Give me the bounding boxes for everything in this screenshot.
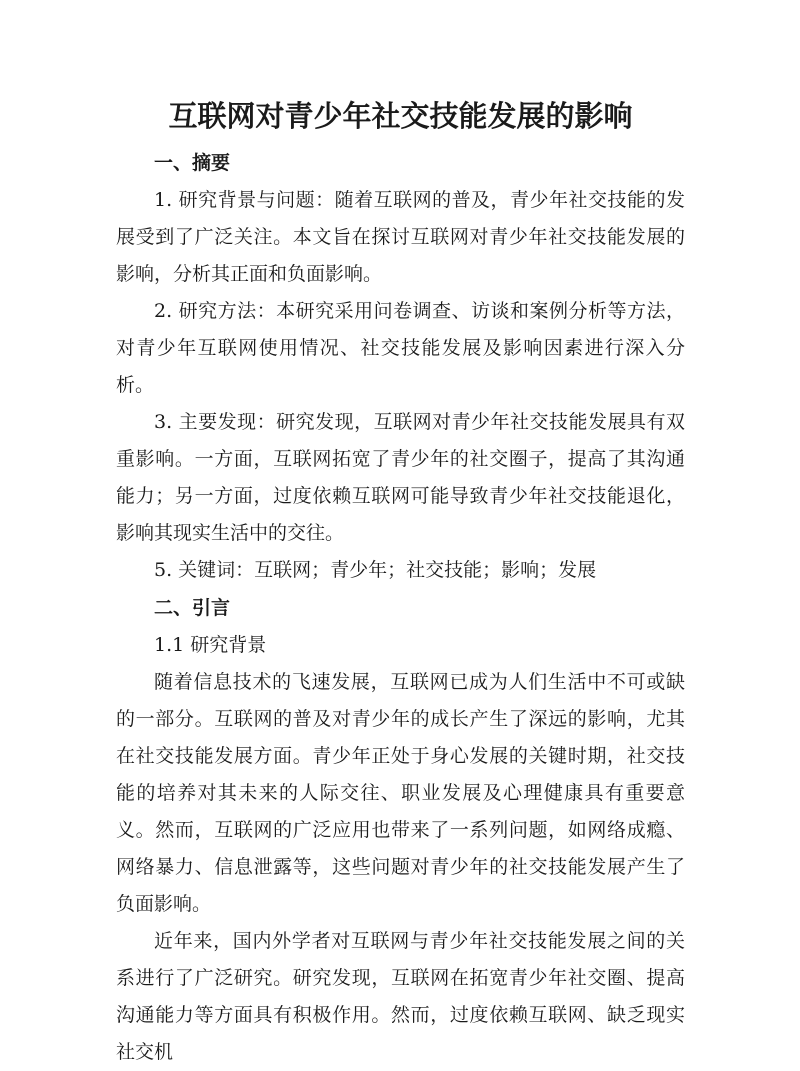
- abstract-item-background: 1. 研究背景与问题：随着互联网的普及，青少年社交技能的发展受到了广泛关注。本文旨在探讨互联网对青少年社交技能发展的影响，分析其正面和负面影响。: [116, 189, 685, 285]
- abstract-item-findings: 3. 主要发现：研究发现，互联网对青少年社交技能发展具有双重影响。一方面，互联网拓宽了青少年的社交圈子，提高了其沟通能力；另一方面，过度依赖互联网可能导致青少年社交技能退化，影响其现实生活中的交往。: [116, 411, 685, 544]
- introduction-paragraph-2: 近年来，国内外学者对互联网与青少年社交技能发展之间的关系进行了广泛研究。研究发现，互联网在拓宽青少年社交圈、提高沟通能力等方面具有积极作用。然而，过度依赖互联网、缺乏现实社交机: [116, 930, 685, 1063]
- introduction-paragraph-1: 随着信息技术的飞速发展，互联网已成为人们生活中不可或缺的一部分。互联网的普及对青少年的成长产生了深远的影响，尤其在社交技能发展方面。青少年正处于身心发展的关键时期，社交技能的培养对其未来的人际交往、职业发展及心理健康具有重要意义。然而，互联网的广泛应用也带来了一系列问题，如网络成瘾、网络暴力、信息泄露等，这些问题对青少年的社交技能发展产生了负面影响。: [116, 671, 685, 915]
- section-heading-introduction: 二、引言: [154, 597, 231, 619]
- subsection-heading-background: 1.1 研究背景: [154, 634, 267, 656]
- section-heading-abstract: 一、摘要: [154, 152, 231, 174]
- abstract-item-methods: 2. 研究方法：本研究采用问卷调查、访谈和案例分析等方法，对青少年互联网使用情况、社交技能发展及影响因素进行深入分析。: [116, 300, 685, 396]
- abstract-item-keywords: 5. 关键词：互联网；青少年；社交技能；影响；发展: [154, 559, 597, 581]
- document-title: 互联网对青少年社交技能发展的影响: [168, 99, 633, 133]
